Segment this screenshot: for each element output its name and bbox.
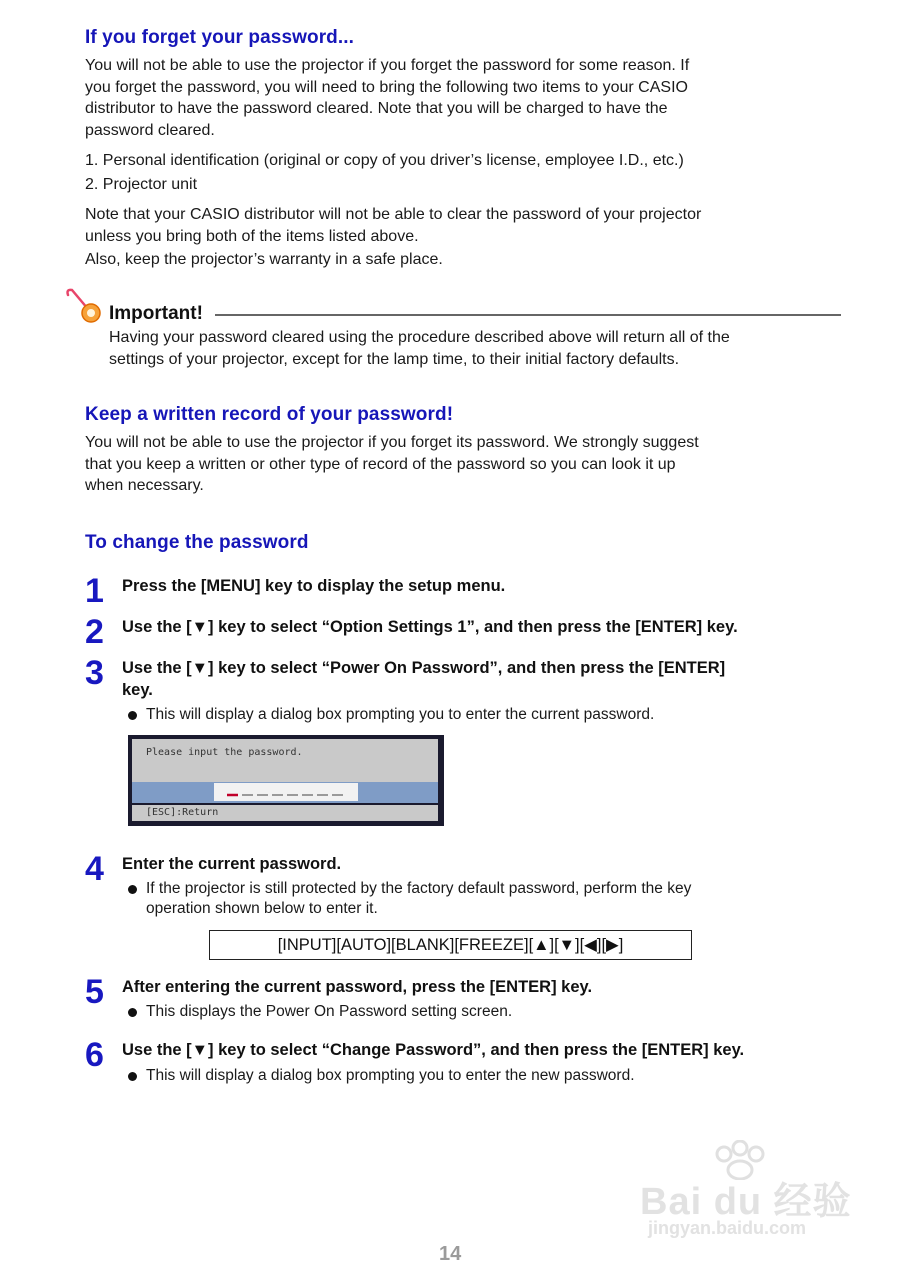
text-line: distributor to have the password cleared. Note that you will be charged to have the xyxy=(85,100,668,117)
bullet-text: This displays the Power On Password setting screen. xyxy=(146,1003,513,1020)
text-line: key. xyxy=(122,680,153,699)
bullet-dot xyxy=(128,711,137,720)
bullet-dot xyxy=(128,885,137,894)
password-input[interactable] xyxy=(214,783,358,801)
key-sequence-box: [INPUT][AUTO][BLANK][FREEZE][▲][▼][◀][▶] xyxy=(209,930,692,960)
bullet-text: This will display a dialog box prompting you to enter the current password. xyxy=(146,706,655,723)
page-number: 14 xyxy=(439,1243,462,1265)
text-line: when necessary. xyxy=(85,477,204,494)
step-6-bullet xyxy=(128,1066,768,1086)
step-4-bullet xyxy=(128,879,768,919)
baidu-watermark xyxy=(640,1140,860,1250)
record-paragraph xyxy=(85,432,785,497)
text-line: You will not be able to use the projector if you forget the password for some reason. If xyxy=(85,57,690,74)
important-divider xyxy=(215,314,841,316)
text-line: settings of your projector, except for the lamp time, to their initial factory defaults. xyxy=(109,350,680,368)
text-line: password cleared. xyxy=(85,121,215,139)
list-item: 1. Personal identification (original or copy of you driver’s license, employee I.D., etc.) xyxy=(85,152,684,169)
text-line: Note that your CASIO distributor will not be able to clear the password of your projector xyxy=(85,206,702,223)
step-number-3: 3 xyxy=(85,654,104,692)
text-line: that you keep a written or other type of record of the password so you can look it up xyxy=(85,455,676,473)
text-line: Use the [▼] key to select “Power On Password”, and then press the [ENTER] xyxy=(122,659,726,677)
bullet-text xyxy=(146,879,746,919)
bullet-dot xyxy=(128,1008,137,1017)
important-text xyxy=(109,327,829,370)
bullet-dot xyxy=(128,1072,137,1081)
dialog-prompt: Please input the password. xyxy=(146,747,303,758)
step-3-text xyxy=(122,658,812,701)
text-line: unless you bring both of the items listed above. xyxy=(85,227,419,245)
dialog-prompt-area xyxy=(132,739,438,782)
step-5-text xyxy=(122,977,812,999)
text-line: Use the [▼] key to select “Change Password”, and then press the [ENTER] key. xyxy=(122,1041,745,1059)
text-line: Having your password cleared using the procedure described above will return all of the xyxy=(109,329,730,346)
section-heading-record: Keep a written record of your password! xyxy=(85,404,454,425)
step-number-2: 2 xyxy=(85,613,104,651)
section-heading-change: To change the password xyxy=(85,532,309,553)
important-pin-icon xyxy=(64,287,104,327)
text-line: If the projector is still protected by the factory default password, perform the key xyxy=(146,880,692,897)
text-line: operation shown below to enter it. xyxy=(146,900,378,917)
step-5-bullet xyxy=(128,1002,768,1022)
forget-list xyxy=(85,150,785,195)
dialog-esc-return: [ESC]:Return xyxy=(146,807,219,818)
step-1-text xyxy=(122,576,812,598)
forget-paragraph xyxy=(85,55,785,141)
important-title: Important! xyxy=(109,303,203,324)
bullet-text: This will display a dialog box prompting you to enter the new password. xyxy=(146,1067,635,1084)
forget-note xyxy=(85,204,785,271)
section-heading-forget: If you forget your password... xyxy=(85,27,355,48)
text-line: Enter the current password. xyxy=(122,855,342,873)
text-line: You will not be able to use the projector if you forget its password. We strongly suggest xyxy=(85,434,699,451)
step-number-6: 6 xyxy=(85,1036,104,1074)
step-number-1: 1 xyxy=(85,572,104,610)
text-line: Press the [MENU] key to display the setup menu. xyxy=(122,577,506,595)
step-6-text xyxy=(122,1040,822,1062)
step-number-5: 5 xyxy=(85,973,104,1011)
text-line: Also, keep the projector’s warranty in a safe place. xyxy=(85,251,443,268)
text-line: Use the [▼] key to select “Option Settings 1”, and then press the [ENTER] key. xyxy=(122,618,738,636)
step-4-text xyxy=(122,854,812,876)
step-3-bullet xyxy=(128,705,768,725)
watermark-brand: Bai du 经验 xyxy=(640,1181,852,1223)
step-number-4: 4 xyxy=(85,850,104,888)
list-item: 2. Projector unit xyxy=(85,175,198,193)
watermark-url: jingyan.baidu.com xyxy=(648,1218,807,1238)
text-line: you forget the password, you will need to bring the following two items to your CASIO xyxy=(85,78,688,96)
password-dialog xyxy=(128,735,444,826)
step-2-text xyxy=(122,617,822,639)
text-line: After entering the current password, press the [ENTER] key. xyxy=(122,978,593,996)
